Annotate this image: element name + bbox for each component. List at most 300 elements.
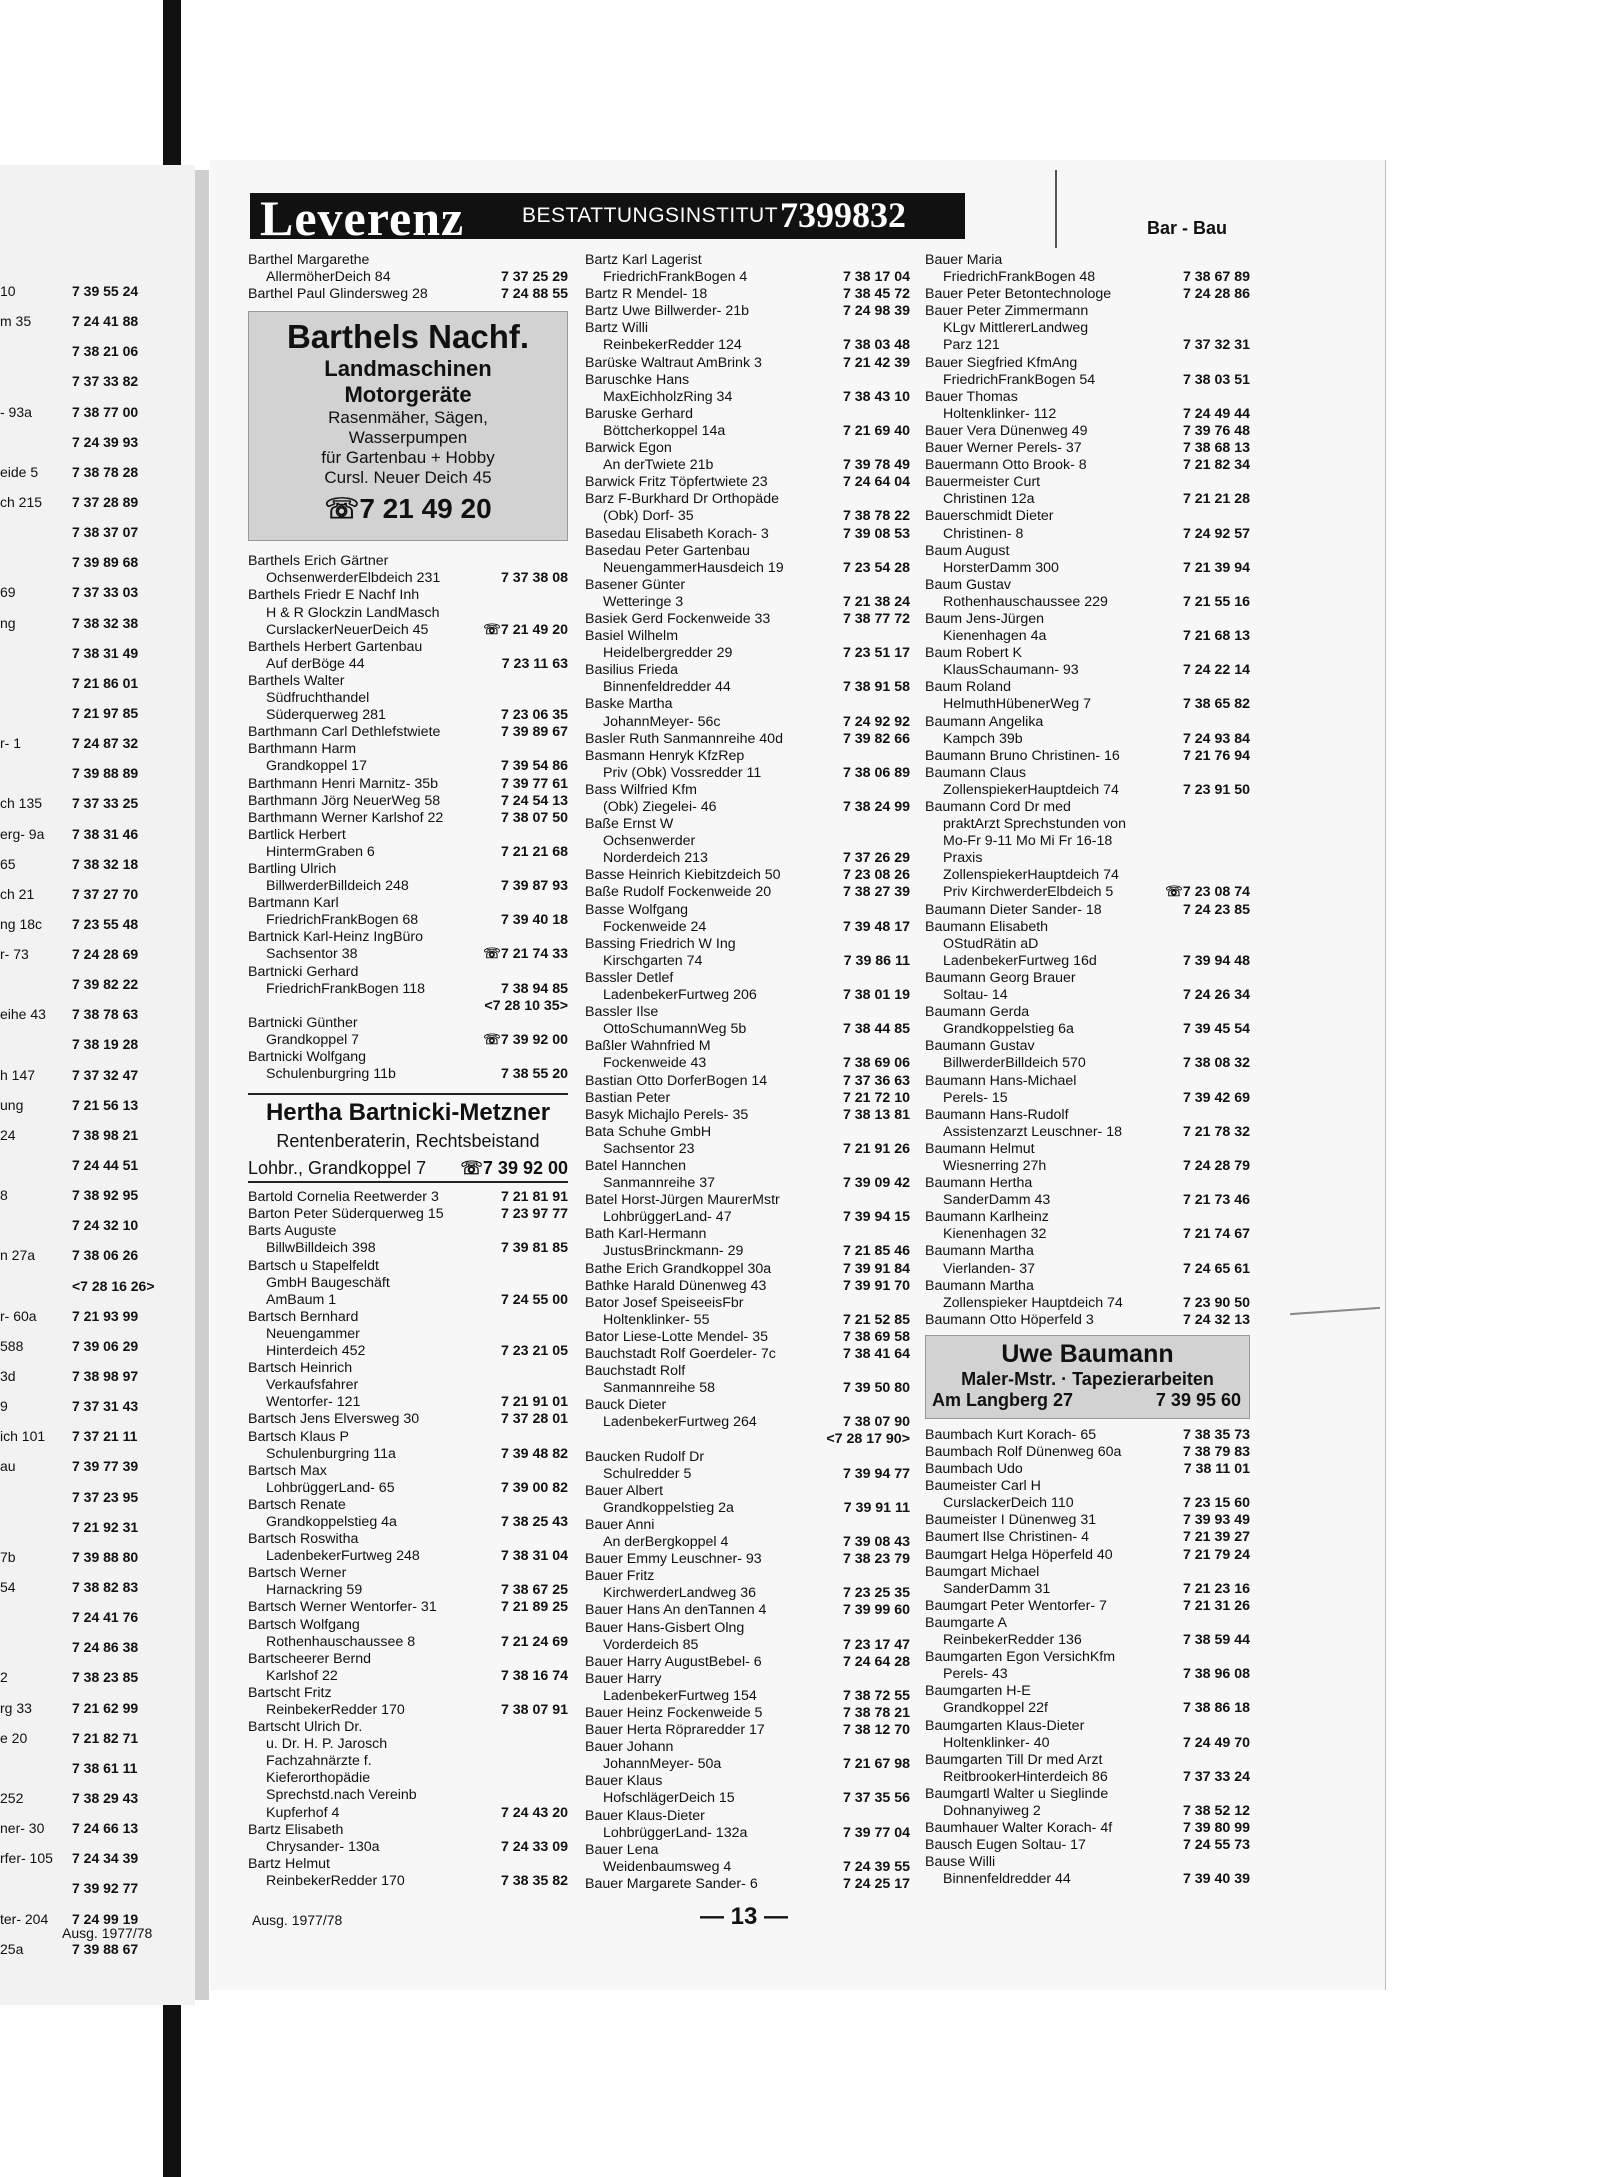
entry-phone: 7 24 28 86 xyxy=(1182,286,1250,303)
entry-phone: 7 38 69 06 xyxy=(842,1055,910,1072)
left-row-fragment: ich 101 xyxy=(0,1428,46,1445)
entry-name: Bartz Helmut xyxy=(248,1855,330,1872)
entry-phone: 7 38 55 20 xyxy=(500,1066,568,1083)
left-row-fragment: r- 73 xyxy=(0,946,29,963)
left-row-phone: 7 38 82 83 xyxy=(72,1578,139,1595)
directory-entry xyxy=(248,1531,568,1565)
directory-entry xyxy=(925,765,1250,799)
directory-entry xyxy=(585,611,910,628)
entry-detail: Ochsenwerder xyxy=(603,833,696,850)
directory-entry xyxy=(585,1705,910,1722)
left-row-phone: 7 21 82 71 xyxy=(72,1729,139,1746)
directory-entry xyxy=(585,1278,910,1295)
entry-detail: Sanmannreihe 37 xyxy=(603,1175,716,1192)
left-row-phone: 7 39 55 24 xyxy=(72,283,139,299)
entry-phone: 7 21 91 26 xyxy=(842,1140,910,1157)
directory-entry xyxy=(925,1564,1250,1598)
directory-entry xyxy=(585,252,910,286)
entry-detail: BillwBilldeich 398 xyxy=(266,1240,376,1257)
directory-entry xyxy=(585,1192,910,1226)
left-row-fragment: eihe 43 xyxy=(0,1006,46,1023)
left-row-phone: 7 37 23 95 xyxy=(72,1488,139,1505)
entry-phone: 7 38 94 85 xyxy=(500,980,568,997)
directory-entry xyxy=(248,1719,568,1822)
entry-name: Baumann Cord Dr med xyxy=(925,799,1071,815)
entry-phone: 7 38 16 74 xyxy=(500,1667,568,1684)
entry-phone: 7 38 78 22 xyxy=(842,508,910,525)
header-divider xyxy=(1055,170,1057,248)
entry-phone: ☏7 23 08 74 xyxy=(1165,884,1250,901)
left-row-phone: 7 38 98 21 xyxy=(72,1126,139,1143)
entry-phone: 7 24 65 61 xyxy=(1182,1260,1250,1277)
directory-entry xyxy=(248,1651,568,1685)
entry-detail: u. Dr. H. P. Jarosch xyxy=(266,1736,388,1753)
funeral-ad-banner xyxy=(250,190,965,246)
directory-entry xyxy=(248,1565,568,1599)
entry-phone: 7 21 81 91 xyxy=(500,1189,568,1206)
entry-detail: GmbH Baugeschäft xyxy=(266,1274,390,1291)
entry-detail: Kampch 39b xyxy=(943,730,1023,747)
entry-phone: 7 24 23 85 xyxy=(1182,901,1250,918)
entry-detail: Grandkoppelstieg 2a xyxy=(603,1499,734,1516)
entry-phone: 7 21 42 39 xyxy=(842,354,910,371)
entry-name: Batel Horst-Jürgen MaurerMstr xyxy=(585,1192,780,1209)
directory-entry xyxy=(925,714,1250,748)
directory-entry xyxy=(925,1243,1250,1277)
directory-entry xyxy=(585,970,910,1004)
barthels-ad-line1: Landmaschinen xyxy=(324,356,492,382)
entry-detail: Wentorfer- 121 xyxy=(266,1394,361,1411)
directory-entry xyxy=(925,1683,1250,1717)
entry-detail: ReinbekerRedder 170 xyxy=(266,1702,405,1718)
entry-name: Bastian Otto DorferBogen 14 xyxy=(585,1072,768,1089)
entry-name: Barüske Waltraut AmBrink 3 xyxy=(585,354,762,371)
entry-detail: Fockenweide 24 xyxy=(603,918,707,935)
entry-name: Bauer Emmy Leuschner- 93 xyxy=(585,1551,762,1568)
entry-name: Bartscht Ulrich Dr. xyxy=(248,1719,363,1736)
directory-entry xyxy=(248,587,568,638)
directory-entry xyxy=(585,1124,910,1158)
left-row-phone: 7 37 32 47 xyxy=(72,1066,139,1083)
entry-phone: 7 24 88 55 xyxy=(500,286,568,303)
entry-phone: 7 37 25 29 xyxy=(500,269,568,286)
directory-entry xyxy=(585,902,910,936)
entry-detail: LohbrüggerLand- 47 xyxy=(603,1209,732,1226)
entry-name: Baumhauer Walter Korach- 4f xyxy=(925,1820,1113,1837)
entry-phone: ☏7 39 92 00 xyxy=(483,1031,568,1048)
directory-entry xyxy=(925,611,1250,645)
entry-phone: 7 23 21 05 xyxy=(500,1343,568,1360)
entry-phone: 7 21 38 24 xyxy=(842,593,910,610)
directory-entry xyxy=(585,816,910,867)
left-row-fragment: r- 60a xyxy=(0,1307,37,1324)
left-row-phone: 7 38 06 26 xyxy=(72,1247,139,1264)
directory-entry xyxy=(248,1258,568,1309)
directory-entry xyxy=(248,1599,568,1616)
column-3-top-entries xyxy=(925,252,1250,1329)
entry-detail: KirchwerderLandweg 36 xyxy=(603,1585,757,1602)
left-row-phone: 7 37 33 25 xyxy=(72,795,139,812)
entry-detail: HintermGraben 6 xyxy=(266,843,375,860)
entry-name: Bartsch Werner Wentorfer- 31 xyxy=(248,1599,437,1616)
left-row-phone: 7 24 41 88 xyxy=(72,313,139,330)
directory-entry xyxy=(248,741,568,775)
directory-entry xyxy=(248,861,568,895)
entry-phone: 7 21 23 16 xyxy=(1182,1580,1250,1597)
entry-detail: Binnenfeldredder 44 xyxy=(943,1871,1071,1888)
entry-phone: 7 24 64 28 xyxy=(842,1653,910,1670)
entry-name: Bathke Harald Dünenweg 43 xyxy=(585,1277,767,1294)
directory-entry xyxy=(925,355,1250,389)
entry-detail: Auf derBöge 44 xyxy=(266,655,365,672)
entry-name: Basedau Peter Gartenbau xyxy=(585,542,750,559)
directory-entry xyxy=(925,970,1250,1004)
entry-phone: 7 39 86 11 xyxy=(843,952,910,969)
left-row-fragment: 10 xyxy=(0,283,16,299)
entry-phone: 7 38 25 43 xyxy=(500,1513,568,1530)
hertha-ad-address xyxy=(248,1158,568,1183)
entry-detail: MaxEichholzRing 34 xyxy=(603,388,733,405)
entry-detail: Soltau- 14 xyxy=(943,987,1008,1004)
left-row-fragment: ch 215 xyxy=(0,493,43,510)
left-row-fragment: r- 1 xyxy=(0,735,21,752)
barthels-ad xyxy=(248,311,568,541)
entry-name: Baße Rudolf Fockenweide 20 xyxy=(585,884,772,901)
entry-phone: 7 23 25 35 xyxy=(842,1585,910,1602)
entry-name: Baum August xyxy=(925,542,1010,559)
entry-detail: Grandkoppel 7 xyxy=(266,1031,360,1048)
directory-entry xyxy=(585,731,910,748)
entry-name: Baumgarten Till Dr med Arzt xyxy=(925,1751,1103,1768)
barthels-ad-line5: für Gartenbau + Hobby xyxy=(321,448,495,468)
entry-phone: 7 38 69 58 xyxy=(842,1328,910,1345)
directory-entry xyxy=(248,1822,568,1856)
entry-phone: 7 21 85 46 xyxy=(842,1243,910,1260)
entry-name: Baumbach Rolf Dünenweg 60a xyxy=(925,1444,1122,1460)
directory-entry xyxy=(585,491,910,525)
directory-entry xyxy=(585,1449,910,1483)
entry-phone: 7 23 11 63 xyxy=(501,655,568,672)
directory-entry xyxy=(925,1512,1250,1529)
entry-detail: OStudRätin aD xyxy=(943,935,1039,952)
entry-name: Basyk Michajlo Perels- 35 xyxy=(585,1106,749,1123)
left-row-fragment: 3d xyxy=(0,1368,16,1384)
entry-phone: ☏7 21 49 20 xyxy=(483,621,568,638)
entry-phone: 7 23 90 50 xyxy=(1182,1294,1250,1311)
entry-detail: BillwerderBilldeich 570 xyxy=(943,1055,1086,1072)
directory-entry xyxy=(925,286,1250,303)
left-row-fragment: ch 21 xyxy=(0,885,35,902)
entry-detail: Schulenburgring 11a xyxy=(266,1445,396,1462)
directory-entry xyxy=(585,1038,910,1072)
entry-detail: ReitbrookerHinterdeich 86 xyxy=(943,1768,1108,1785)
entry-detail: Fachzahnärzte f. xyxy=(266,1753,372,1770)
directory-entry xyxy=(585,1397,910,1448)
entry-name: Baumeister I Dünenweg 31 xyxy=(925,1512,1097,1529)
entry-detail: OttoSchumannWeg 5b xyxy=(603,1021,747,1038)
entry-phone: 7 21 69 40 xyxy=(842,422,910,439)
entry-name: Baum Roland xyxy=(925,679,1011,696)
entry-name: Baruschke Hans xyxy=(585,371,690,388)
entry-detail: OchsenwerderElbdeich 231 xyxy=(266,570,441,587)
entry-detail: JohannMeyer- 50a xyxy=(603,1756,722,1773)
left-row-phone: 7 39 77 39 xyxy=(72,1458,139,1475)
page-gutter xyxy=(195,170,209,2000)
entry-phone: 7 38 27 39 xyxy=(842,884,910,901)
entry-name: Bartnicki Günther xyxy=(248,1014,358,1031)
entry-phone: 7 38 72 55 xyxy=(842,1687,910,1704)
entry-phone: 7 39 09 42 xyxy=(842,1175,910,1192)
entry-detail: LohbrüggerLand- 65 xyxy=(266,1479,395,1496)
directory-entry xyxy=(585,1739,910,1773)
entry-detail: Holtenklinker- 55 xyxy=(603,1311,710,1328)
entry-phone: 7 38 01 19 xyxy=(842,987,910,1004)
entry-detail: Perels- 43 xyxy=(943,1666,1008,1683)
entry-phone: 7 24 28 79 xyxy=(1182,1157,1250,1174)
entry-name: Barthels Friedr E Nachf Inh xyxy=(248,587,420,604)
entry-detail: FriedrichFrankBogen 4 xyxy=(603,269,748,286)
column-1-top-entries xyxy=(248,252,568,303)
entry-detail: Grandkoppel 17 xyxy=(266,758,367,775)
entry-phone: 7 21 73 46 xyxy=(1182,1192,1250,1209)
entry-phone: 7 39 78 49 xyxy=(842,457,910,474)
entry-detail: FriedrichFrankBogen 118 xyxy=(266,980,426,997)
entry-phone: 7 39 91 70 xyxy=(842,1277,910,1294)
entry-phone: 7 39 48 82 xyxy=(500,1445,568,1462)
entry-phone: 7 21 89 25 xyxy=(500,1599,568,1616)
entry-phone: 7 39 40 39 xyxy=(1182,1871,1250,1888)
directory-entry xyxy=(248,1049,568,1083)
directory-entry xyxy=(585,372,910,406)
left-row-fragment: 65 xyxy=(0,855,16,872)
directory-entry xyxy=(585,867,910,884)
entry-name: Bartz R Mendel- 18 xyxy=(585,286,708,303)
entry-detail: Weidenbaumsweg 4 xyxy=(603,1858,732,1875)
directory-entry xyxy=(925,303,1250,354)
left-row-phone: 7 38 92 95 xyxy=(72,1187,139,1204)
entry-phone: 7 38 24 99 xyxy=(842,799,910,815)
left-row-fragment: e 20 xyxy=(0,1729,28,1746)
entry-phone: 7 39 87 93 xyxy=(500,878,568,895)
entry-detail: ReinbekerRedder 170 xyxy=(266,1872,405,1889)
directory-entry xyxy=(585,1004,910,1038)
left-row-phone: 7 38 61 11 xyxy=(72,1759,138,1776)
directory-entry xyxy=(585,526,910,543)
entry-phone: 7 39 94 15 xyxy=(842,1209,910,1226)
entry-name: Bauer Peter Zimmermann xyxy=(925,303,1089,320)
entry-detail: LadenbekerFurtweg 248 xyxy=(266,1548,420,1565)
left-row-fragment: ung xyxy=(0,1096,24,1113)
directory-entry xyxy=(248,929,568,963)
entry-name: Bartz Willi xyxy=(585,320,649,337)
directory-entry xyxy=(585,1261,910,1278)
left-row-phone: 7 24 99 19 xyxy=(72,1910,139,1927)
entry-name: Bauer Werner Perels- 37 xyxy=(925,440,1082,457)
directory-entry xyxy=(248,776,568,793)
directory-entry xyxy=(248,724,568,741)
entry-name: Bauer Albert xyxy=(585,1482,664,1499)
entry-name: Baumann Martha xyxy=(925,1243,1034,1260)
entry-phone: 7 24 49 44 xyxy=(1182,405,1250,422)
left-row-phone: 7 24 44 51 xyxy=(72,1157,139,1174)
entry-name: Barz F-Burkhard Dr Orthopäde xyxy=(585,491,779,508)
entry-detail: H & R Glockzin LandMasch xyxy=(266,604,440,621)
entry-phone: 7 24 33 09 xyxy=(500,1838,568,1855)
left-row-phone: 7 38 32 38 xyxy=(72,614,139,631)
entry-phone: 7 39 50 80 xyxy=(842,1380,910,1397)
directory-entry xyxy=(248,1856,568,1890)
entry-detail: JustusBrinckmann- 29 xyxy=(603,1243,744,1260)
entry-name: Barthmann Jörg NeuerWeg 58 xyxy=(248,792,441,809)
entry-detail: Kupferhof 4 xyxy=(266,1804,340,1821)
entry-name: Baske Martha xyxy=(585,696,673,713)
hertha-ad xyxy=(248,1093,568,1183)
left-row-phone: 7 21 92 31 xyxy=(72,1518,139,1535)
entry-name: Baumann Georg Brauer xyxy=(925,969,1076,986)
directory-entry xyxy=(248,827,568,861)
directory-entry xyxy=(925,440,1250,457)
left-row-phone: 7 38 29 43 xyxy=(72,1789,139,1806)
entry-name: Bassler Detlef xyxy=(585,969,674,986)
entry-phone: 7 21 24 69 xyxy=(500,1633,568,1650)
entry-phone: 7 39 91 11 xyxy=(843,1499,910,1516)
entry-phone: 7 21 79 24 xyxy=(1182,1546,1250,1563)
entry-phone: 7 37 35 56 xyxy=(842,1790,910,1807)
entry-phone: 7 39 54 86 xyxy=(500,758,568,775)
entry-name: Baumann Gerda xyxy=(925,1004,1030,1021)
entry-phone: 7 24 26 34 xyxy=(1182,987,1250,1004)
entry-phone: 7 39 42 69 xyxy=(1182,1089,1250,1106)
entry-name: Baumann Hans-Rudolf xyxy=(925,1106,1069,1123)
entry-detail: Karlshof 22 xyxy=(266,1667,338,1684)
entry-phone: 7 38 07 90 xyxy=(842,1414,910,1431)
entry-phone: 7 38 43 10 xyxy=(842,388,910,405)
left-row-phone: 7 39 88 80 xyxy=(72,1548,139,1565)
entry-name: Baumann Martha xyxy=(925,1277,1034,1294)
directory-entry xyxy=(925,577,1250,611)
directory-entry xyxy=(925,1854,1250,1888)
left-row-fragment: 9 xyxy=(0,1398,8,1415)
left-row-phone: 7 39 88 67 xyxy=(72,1940,139,1957)
entry-name: Basmann Henryk KfzRep xyxy=(585,747,745,764)
directory-entry xyxy=(248,252,568,286)
entry-name: Bauer Johann xyxy=(585,1739,674,1756)
directory-entry xyxy=(925,1598,1250,1615)
entry-name: Bauer Margarete Sander- 6 xyxy=(585,1875,758,1892)
entry-name: Barts Auguste xyxy=(248,1223,337,1240)
entry-phone: 7 39 08 43 xyxy=(842,1534,910,1551)
entry-name: Bauer Heinz Fockenweide 5 xyxy=(585,1704,763,1721)
entry-detail: Chrysander- 130a xyxy=(266,1838,380,1855)
entry-phone: 7 37 36 63 xyxy=(842,1072,910,1089)
entry-phone: 7 38 13 81 xyxy=(842,1106,910,1123)
entry-name: Baumann Dieter Sander- 18 xyxy=(925,901,1102,918)
banner-logo: Leverenz xyxy=(260,190,465,246)
entry-name: Baumann Bruno Christinen- 16 xyxy=(925,747,1120,764)
entry-detail: Parz 121 xyxy=(943,337,1000,354)
entry-name: Bartlick Herbert xyxy=(248,826,346,843)
entry-phone: 7 23 15 60 xyxy=(1182,1495,1250,1512)
entry-name: Barthels Herbert Gartenbau xyxy=(248,638,423,655)
directory-entry xyxy=(925,1312,1250,1329)
left-row-phone: 7 37 33 82 xyxy=(72,373,139,390)
entry-name: Bauer Fritz xyxy=(585,1568,655,1585)
entry-name: Bass Wilfried Kfm xyxy=(585,781,697,798)
directory-entry xyxy=(585,1568,910,1602)
entry-phone: 7 39 89 67 xyxy=(500,724,568,741)
entry-phone: 7 24 92 57 xyxy=(1182,525,1250,542)
entry-phone: 7 21 52 85 xyxy=(842,1311,910,1328)
hertha-ad-phone: ☏7 39 92 00 xyxy=(460,1158,568,1179)
left-row-phone: 7 21 93 99 xyxy=(72,1307,139,1324)
directory-entry xyxy=(925,1175,1250,1209)
uwe-ad-phone: 7 39 95 60 xyxy=(1155,1389,1241,1410)
directory-entry xyxy=(585,1722,910,1739)
barthels-ad-line4: Wasserpumpen xyxy=(348,428,468,448)
entry-detail: Hinterdeich 452 xyxy=(266,1343,366,1360)
directory-entry xyxy=(585,440,910,474)
entry-phone: 7 38 31 04 xyxy=(500,1548,568,1565)
left-row-fragment: 588 xyxy=(0,1337,24,1354)
column-1 xyxy=(248,252,568,1890)
directory-entry xyxy=(585,303,910,320)
entry-phone: 7 21 67 98 xyxy=(842,1756,910,1773)
entry-name: Baum Jens-Jürgen xyxy=(925,610,1045,627)
directory-entry xyxy=(248,1411,568,1428)
entry-name: Bauer Klaus xyxy=(585,1773,663,1790)
entry-name: Bauer Maria xyxy=(925,252,1003,268)
entry-name: Bartsch u Stapelfeldt xyxy=(248,1257,379,1274)
entry-name: Baumann Claus xyxy=(925,764,1026,781)
column-3-bottom-entries xyxy=(925,1427,1250,1889)
entry-name: Bator Liese-Lotte Mendel- 35 xyxy=(585,1328,768,1345)
entry-name: Bauerschmidt Dieter xyxy=(925,508,1054,525)
entry-name: Bauer Klaus-Dieter xyxy=(585,1807,705,1824)
entry-name: Bartz Uwe Billwerder- 21b xyxy=(585,303,750,320)
directory-entry xyxy=(925,1718,1250,1752)
directory-entry xyxy=(585,1876,910,1893)
entry-phone: 7 39 94 77 xyxy=(842,1465,910,1482)
entry-phone: 7 38 06 89 xyxy=(842,764,910,781)
directory-entry xyxy=(925,508,1250,542)
entry-phone: 7 38 67 25 xyxy=(500,1582,568,1599)
directory-entry xyxy=(248,810,568,827)
directory-entry xyxy=(585,1842,910,1876)
entry-name: Baumgartl Walter u Sieglinde xyxy=(925,1785,1109,1802)
entry-name: Bartnick Karl-Heinz IngBüro xyxy=(248,929,424,946)
entry-phone: 7 23 06 35 xyxy=(500,707,568,724)
directory-entry xyxy=(248,1223,568,1257)
entry-name: Baumann Hans-Michael xyxy=(925,1072,1077,1089)
directory-entry xyxy=(925,902,1250,919)
entry-name: Baumgarten H-E xyxy=(925,1683,1031,1700)
entry-phone: 7 24 55 00 xyxy=(500,1291,568,1308)
directory-entry xyxy=(248,1189,568,1206)
entry-name: Bauer Peter Betontechnologe xyxy=(925,286,1112,303)
entry-name: Bauer Herta Röpraredder 17 xyxy=(585,1722,765,1739)
directory-entry xyxy=(248,639,568,673)
entry-name: Basler Ruth Sanmannreihe 40d xyxy=(585,730,783,747)
directory-entry xyxy=(925,474,1250,508)
directory-entry xyxy=(925,1837,1250,1854)
column-2 xyxy=(585,252,910,1893)
left-row-fragment: h 147 xyxy=(0,1066,36,1083)
entry-phone: 7 23 08 26 xyxy=(842,867,910,884)
directory-entry xyxy=(585,1158,910,1192)
entry-detail: Rothenhauschaussee 229 xyxy=(943,593,1108,610)
left-row-phone: 7 39 06 29 xyxy=(72,1337,139,1354)
entry-phone: 7 38 03 48 xyxy=(842,337,910,354)
